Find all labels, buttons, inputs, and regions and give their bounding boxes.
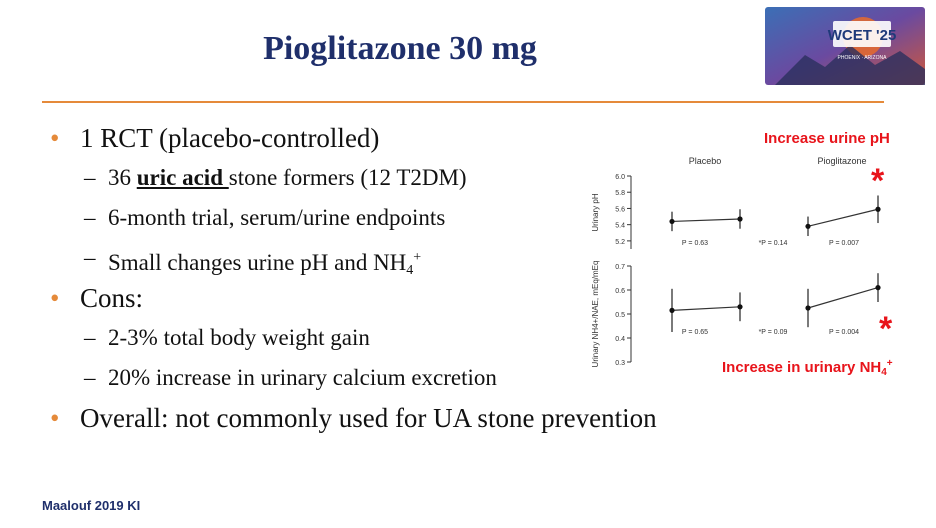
title-divider bbox=[42, 101, 884, 103]
p-value-label: P = 0.007 bbox=[828, 240, 860, 247]
p-value-label: P = 0.63 bbox=[681, 240, 709, 247]
series-line bbox=[672, 307, 740, 311]
series-line bbox=[672, 219, 740, 221]
dash-icon: – bbox=[84, 205, 96, 230]
star-icon: * bbox=[871, 162, 885, 200]
series-line bbox=[808, 288, 878, 308]
logo-subtext: PHOENIX · ARIZONA bbox=[837, 55, 887, 61]
data-point bbox=[669, 308, 674, 313]
data-point bbox=[875, 285, 880, 290]
p-value-label: P = 0.004 bbox=[828, 329, 860, 336]
dash-icon: – bbox=[84, 365, 96, 390]
series-line bbox=[808, 209, 878, 226]
data-point bbox=[737, 304, 742, 309]
p-value-label: *P = 0.14 bbox=[758, 240, 788, 247]
urine-ph-annotation: Increase urine pH bbox=[764, 130, 890, 147]
sub-bullet-stone-formers: – 36 uric acid stone formers (12 T2DM) bbox=[48, 158, 588, 198]
y-axis-label: Urinary NH4+/NAE, mEq/mEq bbox=[591, 260, 600, 368]
sub-bullet-trial: – 6-month trial, serum/urine endpoints bbox=[48, 198, 588, 238]
citation: Maalouf 2019 KI bbox=[42, 498, 141, 513]
conference-logo bbox=[765, 7, 925, 85]
bullet-cons: • Cons: bbox=[48, 278, 588, 318]
y-tick-label: 0.4 bbox=[615, 336, 625, 343]
results-chart bbox=[568, 150, 898, 380]
sub-bullet-changes: – Small changes urine pH and $NH_4^+$ bbox=[48, 238, 588, 278]
logo-text: WCET '25 bbox=[827, 27, 897, 44]
bullet-dot-icon: • bbox=[50, 123, 60, 153]
slide-title: Pioglitazone 30 mg bbox=[263, 30, 537, 67]
y-tick-label: 5.6 bbox=[615, 206, 625, 214]
y-tick-label: 5.4 bbox=[615, 222, 625, 230]
bullet-overall: • Overall: not commonly used for UA stone prevention bbox=[48, 398, 588, 438]
data-point bbox=[669, 219, 674, 224]
y-tick-label: 0.3 bbox=[615, 360, 625, 367]
dash-icon: – bbox=[84, 165, 96, 190]
dash-icon: – bbox=[84, 325, 96, 350]
y-tick-label: 5.8 bbox=[615, 190, 625, 198]
group-label: Pioglitazone bbox=[817, 156, 867, 166]
y-tick-label: 6.0 bbox=[615, 174, 625, 181]
bullet-dot-icon: • bbox=[50, 283, 60, 313]
y-axis-label: Urinary pH bbox=[591, 193, 600, 232]
star-icon: * bbox=[879, 310, 893, 348]
y-tick-label: 5.2 bbox=[615, 238, 625, 246]
y-tick-label: 0.7 bbox=[615, 264, 625, 271]
sub-bullet-weight: – 2-3% total body weight gain bbox=[48, 318, 588, 358]
p-value-label: *P = 0.09 bbox=[758, 329, 788, 336]
y-tick-label: 0.6 bbox=[615, 288, 625, 295]
data-point bbox=[737, 216, 742, 221]
dash-icon: – bbox=[84, 245, 96, 270]
y-tick-label: 0.5 bbox=[615, 312, 625, 319]
p-value-label: P = 0.65 bbox=[681, 329, 709, 336]
sub-bullet-calcium: – 20% increase in urinary calcium excretion bbox=[48, 358, 588, 398]
data-point bbox=[805, 224, 810, 229]
nh4-annotation: Increase in urinary $NH_4^+$ bbox=[722, 358, 893, 378]
data-point bbox=[875, 207, 880, 212]
bullet-rct: • 1 RCT (placebo-controlled) bbox=[48, 118, 588, 158]
group-label: Placebo bbox=[688, 156, 722, 166]
data-point bbox=[805, 305, 810, 310]
bullet-dot-icon: • bbox=[50, 403, 60, 433]
